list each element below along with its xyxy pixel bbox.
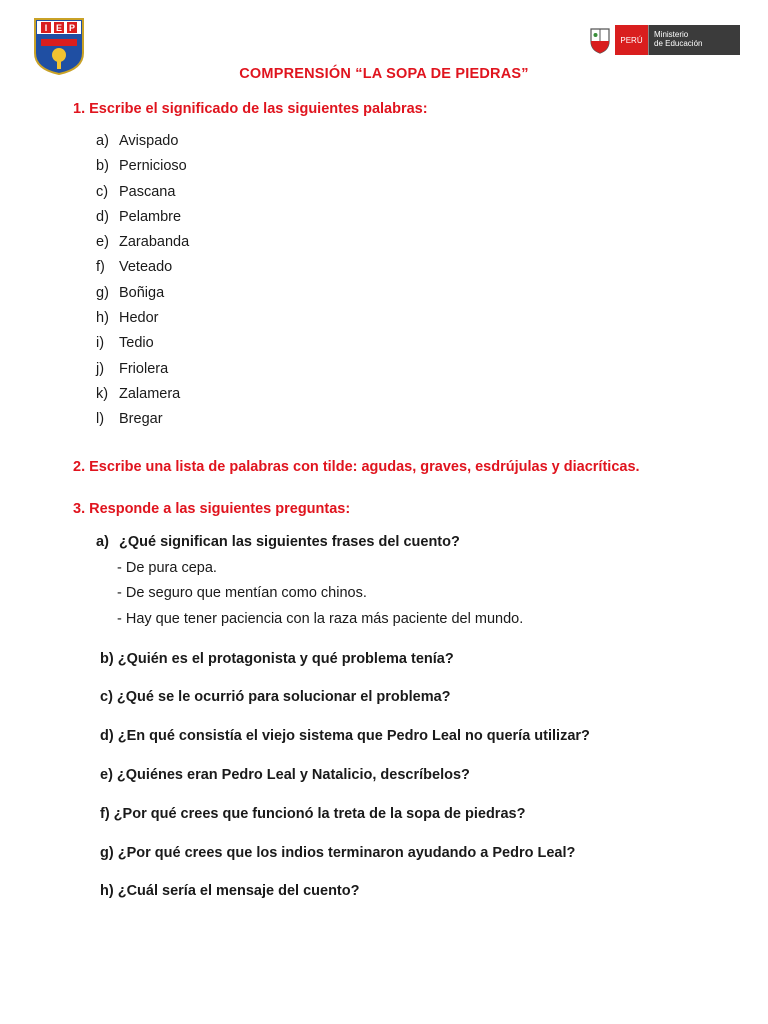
question-3h: h) ¿Cuál sería el mensaje del cuento? bbox=[100, 883, 360, 899]
list-item: g) Boñiga bbox=[96, 284, 165, 301]
list-item: k) Zalamera bbox=[96, 385, 181, 402]
list-item: h) Hedor bbox=[96, 310, 159, 327]
phrase-item: - De seguro que mentían como chinos. bbox=[117, 585, 367, 601]
list-item: b) Pernicioso bbox=[96, 158, 187, 175]
question-3d: d) ¿En qué consistía el viejo sistema que Pedro Leal no quería utilizar? bbox=[100, 728, 590, 744]
list-item: a) Avispado bbox=[96, 133, 179, 149]
svg-text:P: P bbox=[68, 23, 76, 33]
svg-text:I: I bbox=[44, 23, 48, 33]
svg-text:E: E bbox=[55, 23, 63, 33]
question-3c: c) ¿Qué se le ocurrió para solucionar el problema? bbox=[100, 689, 451, 705]
question-2-heading: 2. Escribe una lista de palabras con tilde: agudas, graves, esdrújulas y diacríticas. bbox=[73, 459, 640, 475]
list-item: c) Pascana bbox=[96, 183, 176, 200]
question-3a: a) ¿Qué significan las siguientes frases del cuento? bbox=[96, 534, 460, 550]
ministry-label bbox=[648, 25, 740, 55]
phrase-item: - Hay que tener paciencia con la raza más paciente del mundo. bbox=[117, 611, 524, 627]
vocabulary-list bbox=[96, 131, 189, 435]
question-3f: f) ¿Por qué crees que funcionó la treta de la sopa de piedras? bbox=[100, 806, 526, 822]
question-1-heading: 1. Escribe el significado de las siguientes palabras: bbox=[73, 101, 428, 117]
list-item: i) Tedio bbox=[96, 335, 154, 352]
list-item: l) Bregar bbox=[96, 411, 163, 428]
ministry-line-2: de Educación bbox=[654, 39, 703, 48]
peru-label: PERÚ bbox=[615, 25, 648, 55]
ministry-line-1: Ministerio bbox=[654, 30, 689, 39]
list-item: d) Pelambre bbox=[96, 208, 182, 225]
question-3g: g) ¿Por qué crees que los indios terminaron ayudando a Pedro Leal? bbox=[100, 845, 576, 861]
peru-coat-of-arms-icon bbox=[585, 25, 615, 55]
ministry-banner bbox=[585, 25, 740, 55]
phrase-item: - De pura cepa. bbox=[117, 560, 217, 576]
list-item: f) Veteado bbox=[96, 259, 173, 276]
question-3b: b) ¿Quién es el protagonista y qué problema tenía? bbox=[100, 651, 454, 667]
list-item: e) Zarabanda bbox=[96, 234, 190, 251]
question-3e: e) ¿Quiénes eran Pedro Leal y Natalicio, descríbelos? bbox=[100, 767, 470, 783]
page-title: COMPRENSIÓN “LA SOPA DE PIEDRAS” bbox=[239, 66, 529, 82]
list-item: j) Friolera bbox=[96, 360, 169, 377]
question-3-heading: 3. Responde a las siguientes preguntas: bbox=[73, 501, 351, 517]
